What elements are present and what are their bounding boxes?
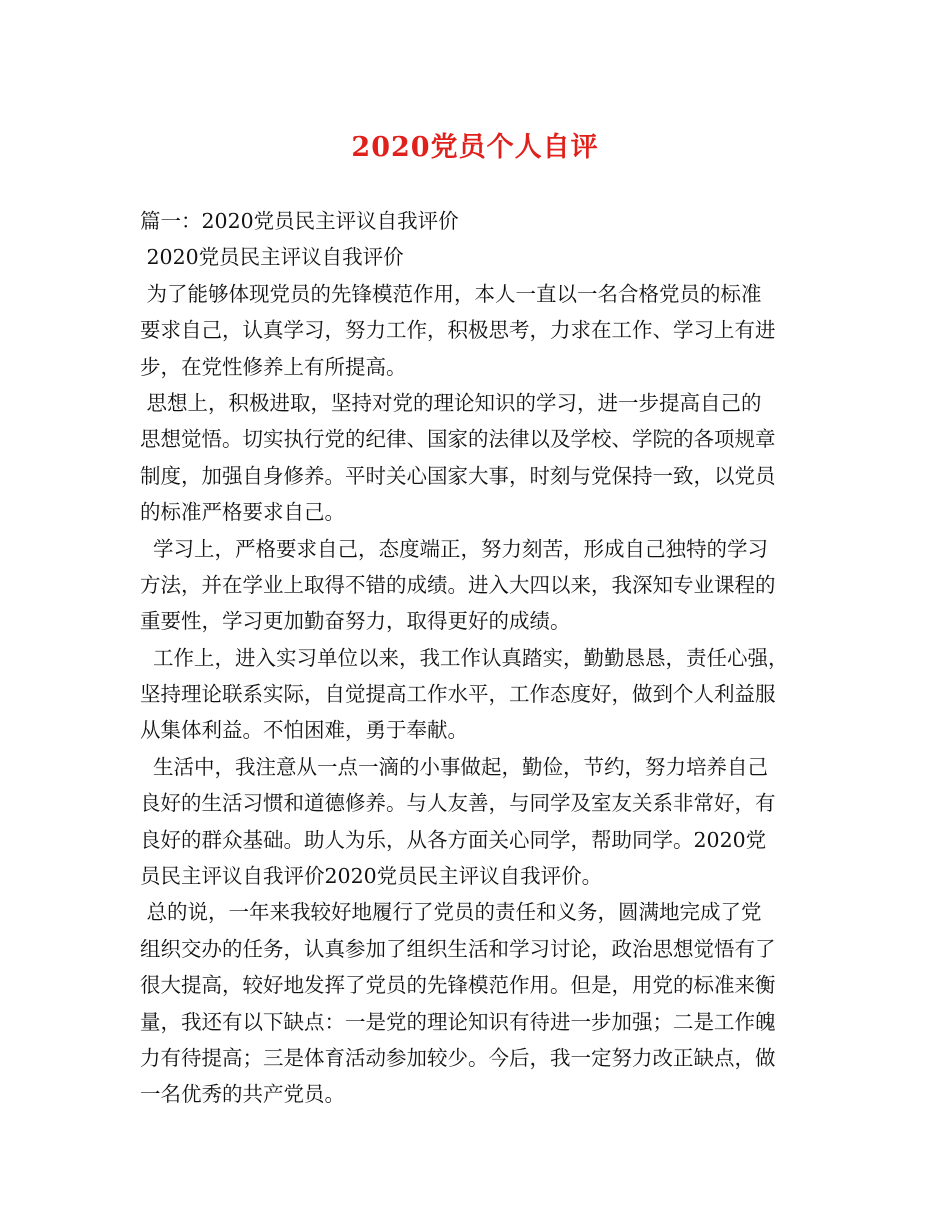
- text-line: 重要性，学习更加勤奋努力，取得更好的成绩。: [140, 609, 571, 634]
- text-line: 良好的生活习惯和道德修养。与人友善，与同学及室友关系非常好，有: [140, 791, 776, 816]
- text-line: 学习上，严格要求自己，态度端正，努力刻苦，形成自己独特的学习: [140, 536, 769, 561]
- text-line: 制度，加强自身修养。平时关心国家大事，时刻与党保持一致，以党员: [140, 463, 776, 488]
- text-line: 篇一：2020党员民主评议自我评价: [140, 209, 459, 233]
- text-line: 力有待提高；三是体育活动参加较少。今后，我一定努力改正缺点，做: [140, 1045, 776, 1070]
- text-line: 组织交办的任务，认真参加了组织生活和学习讨论，政治思想觉悟有了: [140, 936, 776, 961]
- text-line: 量，我还有以下缺点：一是党的理论知识有待进一步加强；二是工作魄: [140, 1009, 776, 1034]
- text-line: 很大提高，较好地发挥了党员的先锋模范作用。但是，用党的标准来衡: [140, 973, 776, 998]
- text-line: 工作上，进入实习单位以来，我工作认真踏实，勤勤恳恳，责任心强，: [140, 645, 789, 670]
- text-line: 的标准严格要求自己。: [140, 500, 345, 525]
- text-line: 要求自己，认真学习，努力工作，积极思考，力求在工作、学习上有进: [140, 318, 776, 343]
- text-line: 生活中，我注意从一点一滴的小事做起，勤俭，节约，努力培养自己: [140, 754, 769, 779]
- text-line: 方法，并在学业上取得不错的成绩。进入大四以来，我深知专业课程的: [140, 572, 776, 597]
- text-line: 步，在党性修养上有所提高。: [140, 354, 407, 379]
- text-line: 良好的群众基础。助人为乐，从各方面关心同学，帮助同学。2020党: [140, 827, 767, 852]
- text-line: 总的说，一年来我较好地履行了党员的责任和义务，圆满地完成了党: [140, 900, 762, 925]
- text-line: 从集体利益。不怕困难，勇于奉献。: [140, 718, 468, 743]
- document-body: [140, 203, 830, 1113]
- text-line: 思想上，积极进取，坚持对党的理论知识的学习，进一步提高自己的: [140, 390, 762, 415]
- text-line: 思想觉悟。切实执行党的纪律、国家的法律以及学校、学院的各项规章: [140, 427, 776, 452]
- document-title: 2020党员个人自评: [351, 132, 599, 163]
- text-line: 坚持理论联系实际，自觉提高工作水平，工作态度好，做到个人利益服: [140, 682, 776, 707]
- text-line: 员民主评议自我评价2020党员民主评议自我评价。: [140, 864, 603, 889]
- text-line: 为了能够体现党员的先锋模范作用，本人一直以一名合格党员的标准: [140, 281, 762, 306]
- text-line: 一名优秀的共产党员。: [140, 1082, 345, 1107]
- text-line: 2020党员民主评议自我评价: [140, 245, 404, 270]
